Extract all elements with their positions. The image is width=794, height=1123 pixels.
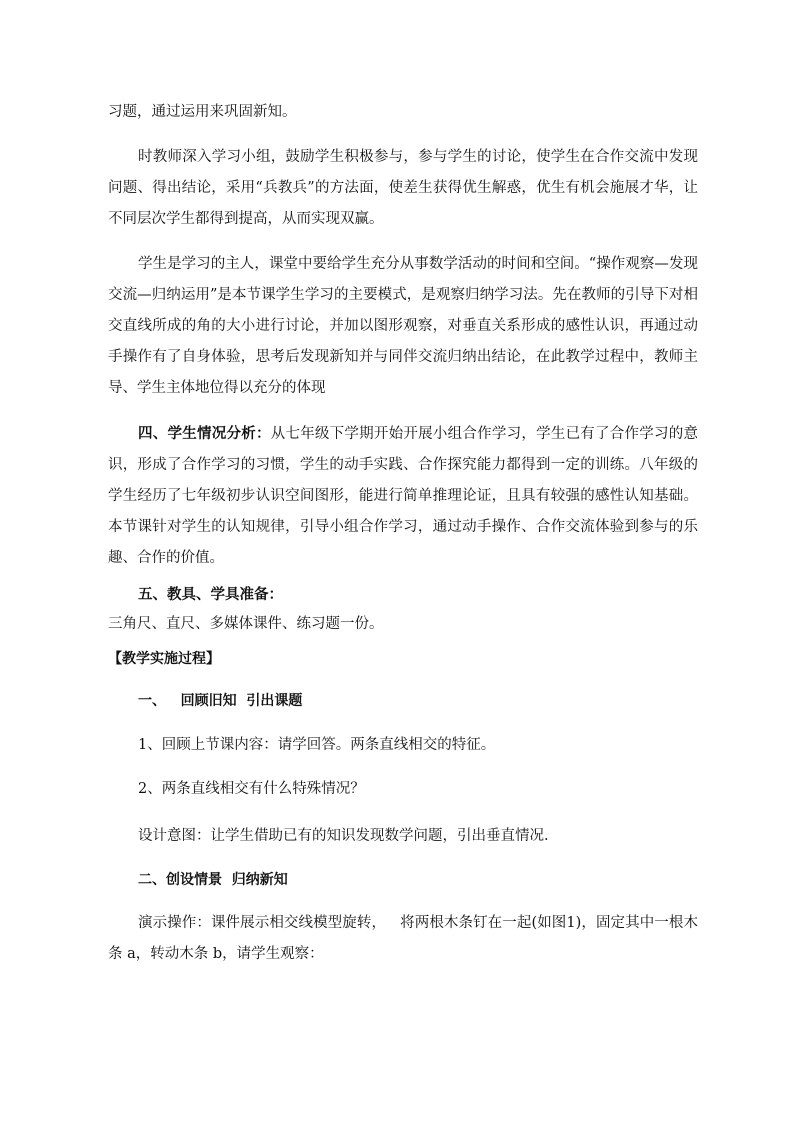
step1-design-intent: 设计意图：让学生借助已有的知识发现数学问题，引出垂直情况. <box>138 828 549 844</box>
process-heading: 【教学实施过程】 <box>108 651 220 667</box>
tools-list: 三角尺、直尺、多媒体课件、练习题一份。 <box>108 616 384 632</box>
step1-heading: 一、 回顾旧知 引出课题 <box>138 693 303 709</box>
student-analysis-text: 从七年级下学期开始开展小组合作学习，学生已有了合作学习的意识，形成了合作学习的习惯，学生的动手实践、合作探究能力都得到一定的训练。八年级的学生经历了七年级初步认识空间图形，能进行简单推理论证，且具有较强的感性认知基础。本节课针对学生的认知规律，引导小组合作学习，通过动手操作、合作交流体验到参与的乐趣、合作的价值。 <box>108 426 699 566</box>
step1-item-1: 1、回顾上节课内容：请学回答。两条直线相交的特征。 <box>138 737 496 753</box>
paragraph-intro-end: 习题，通过运用来巩固新知。 <box>108 104 297 120</box>
section-heading-tools: 五、教具、学具准备： <box>138 586 283 603</box>
step2-demo-text: 演示操作：课件展示相交线模型旋转， 将两根木条钉在一起(如图1)，固定其中一根木条 a，转动木条 b，请学生观察： <box>108 915 698 962</box>
step2-heading: 二、创设情景 归纳新知 <box>138 872 288 888</box>
paragraph-group-work: 时教师深入学习小组，鼓励学生积极参与，参与学生的讨论，使学生在合作交流中发现问题、得出结论，采用“兵教兵”的方法面，使差生获得优生解惑，优生有机会施展才华，让不同层次学生都得到提高，从而实现双赢。 <box>108 149 698 227</box>
paragraph-student-analysis <box>108 418 698 574</box>
paragraph-learning-mode: 学生是学习的主人，课堂中要给学生充分从事数学活动的时间和空间。“操作观察—发现交流—归纳运用”是本节课学生学习的主要模式，是观察归纳学习法。先在教师的引导下对相交直线所成的角的大小进行讨论，并加以图形观察，对垂直关系形成的感性认识，再通过动手操作有了自身体验，思考后发现新知并与同伴交流归纳出结论，在此教学过程中，教师主导、学生主体地位得以充分的体现 <box>108 256 698 396</box>
step1-item-2: 2、两条直线相交有什么特殊情况？ <box>138 781 365 797</box>
section-heading-student-analysis: 四、学生情况分析： <box>138 425 271 442</box>
